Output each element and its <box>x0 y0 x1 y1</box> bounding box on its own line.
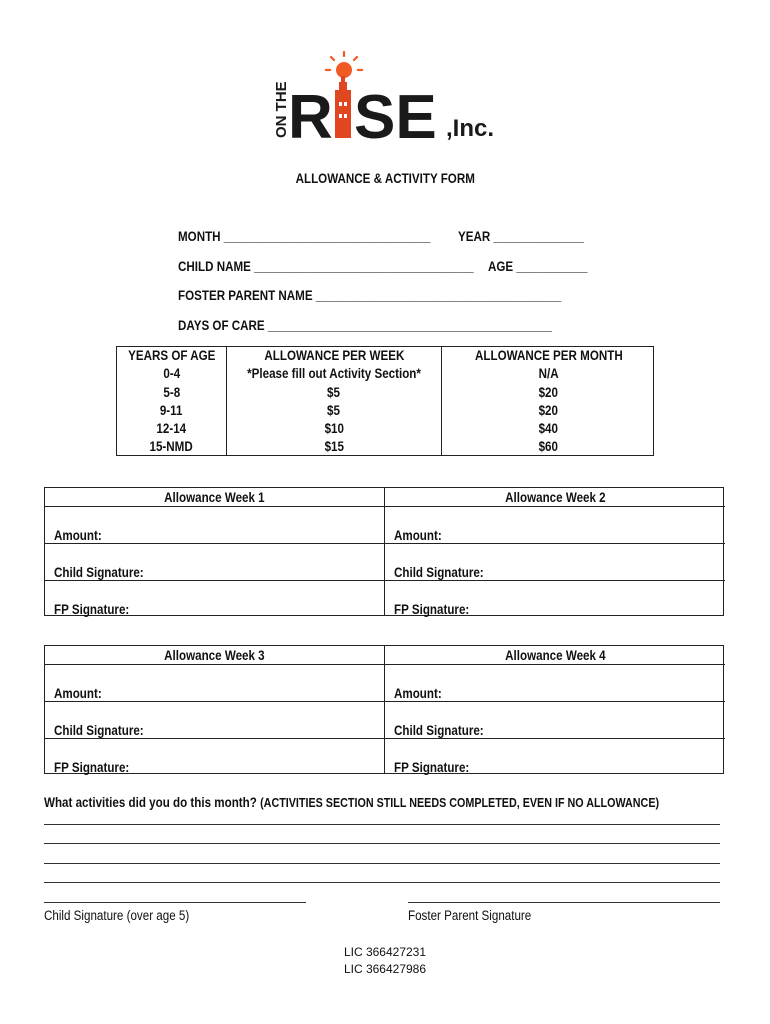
rate-table-cell: $40 <box>538 421 559 437</box>
rate-table-cell: $15 <box>324 439 344 455</box>
rate-table-cell: $5 <box>327 402 341 418</box>
child-signature-label: Child Signature (over age 5) <box>44 908 190 923</box>
rate-table-cell: N/A <box>538 366 559 382</box>
allowance-week-title: Allowance Week 4 <box>385 646 725 665</box>
form-title-text: ALLOWANCE & ACTIVITY FORM <box>295 171 475 186</box>
month-field[interactable]: MONTH ________________________________ <box>178 229 431 244</box>
allowance-week-1 <box>45 488 385 615</box>
allowance-week-4 <box>385 646 725 773</box>
child-signature-line[interactable] <box>44 902 306 903</box>
allowance-week-title: Allowance Week 1 <box>45 488 384 507</box>
fp-signature-field[interactable]: FP Signature: <box>54 760 130 775</box>
form-title <box>0 170 770 188</box>
allowance-block-weeks-3-4 <box>44 645 724 774</box>
year-field[interactable]: YEAR ______________ <box>458 229 584 244</box>
activities-note: (ACTIVITIES SECTION STILL NEEDS COMPLETED, EVEN IF NO ALLOWANCE) <box>260 796 660 810</box>
rate-table-cell: $10 <box>324 421 344 437</box>
fp-signature-field[interactable]: FP Signature: <box>54 602 130 617</box>
logo-vertical-text: ON THE <box>273 81 290 138</box>
child-signature-field[interactable]: Child Signature: <box>45 544 384 581</box>
logo-suffix: ,Inc. <box>446 115 495 142</box>
allowance-week-title: Allowance Week 2 <box>385 488 725 507</box>
amount-field[interactable]: Amount: <box>385 665 725 702</box>
rate-table-header: ALLOWANCE PER MONTH <box>474 348 623 363</box>
logo-letter-r: R <box>288 83 333 150</box>
activity-line[interactable] <box>44 824 720 825</box>
rate-table-cell: 15-NMD <box>149 439 194 455</box>
fp-signature-field[interactable]: FP Signature: <box>394 602 470 617</box>
amount-field[interactable]: Amount: <box>45 507 384 544</box>
rate-table-cell: 12-14 <box>156 421 187 437</box>
rate-table-cell: 5-8 <box>163 384 180 400</box>
sun-icon <box>326 52 362 78</box>
activities-question <box>44 795 659 810</box>
allowance-week-3 <box>45 646 385 773</box>
allowance-week-2 <box>385 488 725 615</box>
child-name-field[interactable]: CHILD NAME __________________________________ <box>178 259 474 274</box>
activities-question-text: What activities did you do this month? <box>44 795 257 810</box>
child-signature-field[interactable]: Child Signature: <box>45 702 384 739</box>
rate-table-column-age <box>117 347 227 455</box>
rate-table-cell: 0-4 <box>163 366 180 382</box>
rate-table-cell: $20 <box>538 384 559 400</box>
company-logo <box>262 50 522 150</box>
activity-line[interactable] <box>44 882 720 883</box>
rate-table-cell: 9-11 <box>160 402 183 418</box>
license-number: LIC 366427986 <box>343 962 427 976</box>
activity-line[interactable] <box>44 843 720 844</box>
days-of-care-field[interactable]: DAYS OF CARE ____________________________________________ <box>178 318 552 333</box>
foster-parent-signature-line[interactable] <box>408 902 720 903</box>
logo-letters-se: SE <box>354 83 437 150</box>
rate-table-cell: $5 <box>327 384 341 400</box>
allowance-week-title: Allowance Week 3 <box>45 646 384 665</box>
amount-field[interactable]: Amount: <box>385 507 725 544</box>
child-signature-field[interactable]: Child Signature: <box>385 702 725 739</box>
rate-table-cell: *Please fill out Activity Section* <box>247 366 421 382</box>
foster-parent-signature-label: Foster Parent Signature <box>408 908 532 923</box>
rate-table-cell: $60 <box>538 439 559 455</box>
child-signature-field[interactable]: Child Signature: <box>385 544 725 581</box>
allowance-rate-table <box>116 346 654 456</box>
license-number: LIC 366427231 <box>343 945 427 959</box>
rate-table-cell: $20 <box>538 402 559 418</box>
amount-field[interactable]: Amount: <box>45 665 384 702</box>
foster-parent-name-field[interactable]: FOSTER PARENT NAME ______________________________________ <box>178 288 562 303</box>
rate-table-header: ALLOWANCE PER WEEK <box>264 348 404 363</box>
rate-table-column-week <box>227 347 442 455</box>
rate-table-column-month <box>442 347 655 455</box>
activity-line[interactable] <box>44 863 720 864</box>
tower-icon <box>335 76 351 138</box>
fp-signature-field[interactable]: FP Signature: <box>394 760 470 775</box>
rate-table-header: YEARS OF AGE <box>127 348 216 363</box>
age-field[interactable]: AGE ___________ <box>488 259 588 274</box>
allowance-block-weeks-1-2 <box>44 487 724 616</box>
